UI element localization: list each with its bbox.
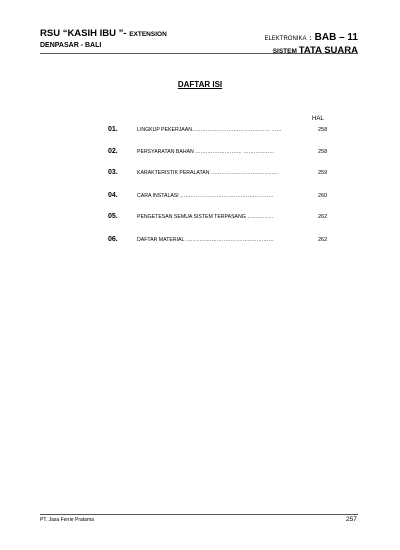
toc-entry-label: PENGETESAN SEMUA SISTEM TERPASANG …………… <box>137 214 274 220</box>
project-extension: EXTENSION <box>129 31 167 38</box>
toc-entry <box>0 213 400 223</box>
toc-entry-label: KARAKTERISTIK PERALATAN ………………………………… <box>137 170 279 176</box>
page-column-header: HAL <box>312 116 324 122</box>
toc-entry <box>0 169 400 179</box>
section-label: ELEKTRONIKA <box>264 36 307 42</box>
toc-entry <box>0 192 400 202</box>
toc-entry-number: 01. <box>108 126 118 133</box>
toc-entry-page: 258 <box>318 127 328 133</box>
footer-divider <box>40 514 358 515</box>
toc-title: DAFTAR ISI <box>177 80 223 89</box>
system-label: SISTEM <box>272 48 299 55</box>
toc-entry <box>0 236 400 246</box>
project-title <box>40 28 167 39</box>
project-name: RSU “KASIH IBU ”- <box>40 28 130 39</box>
chapter-number: BAB – 11 <box>314 32 358 43</box>
header-divider <box>40 53 358 54</box>
toc-entry <box>0 148 400 158</box>
toc-entry-label: LINGKUP PEKERJAAN……………………………………… …… <box>137 127 282 133</box>
system-heading <box>273 40 358 58</box>
project-location: DENPASAR - BALI <box>40 42 102 49</box>
toc-entry-page: 262 <box>318 237 328 243</box>
toc-entry-page: 259 <box>318 170 328 176</box>
system-name: TATA SUARA <box>298 45 358 56</box>
toc-entry-number: 03. <box>108 169 118 176</box>
toc-entry-page: 260 <box>318 193 328 199</box>
toc-entry-label: CARA INSTALASI ……………………………………………… <box>137 193 274 199</box>
toc-entry-number: 04. <box>108 192 118 199</box>
toc-entry-label: PERSYARATAN BAHAN ……………………… ……………… <box>137 149 275 155</box>
section-colon: : <box>309 35 312 42</box>
toc-entry-number: 06. <box>108 236 118 243</box>
footer-page-number: 257 <box>346 516 357 523</box>
toc-entry-number: 05. <box>108 213 118 220</box>
footer-company: PT. Jasa Ferrie Pratama <box>40 517 94 523</box>
toc-entry-page: 262 <box>318 214 328 220</box>
toc-entry <box>0 126 400 136</box>
toc-entry-page: 258 <box>318 149 328 155</box>
toc-entry-number: 02. <box>108 148 118 155</box>
toc-entry-label: DAFTAR MATERIAL …………………………………………… <box>137 237 274 243</box>
